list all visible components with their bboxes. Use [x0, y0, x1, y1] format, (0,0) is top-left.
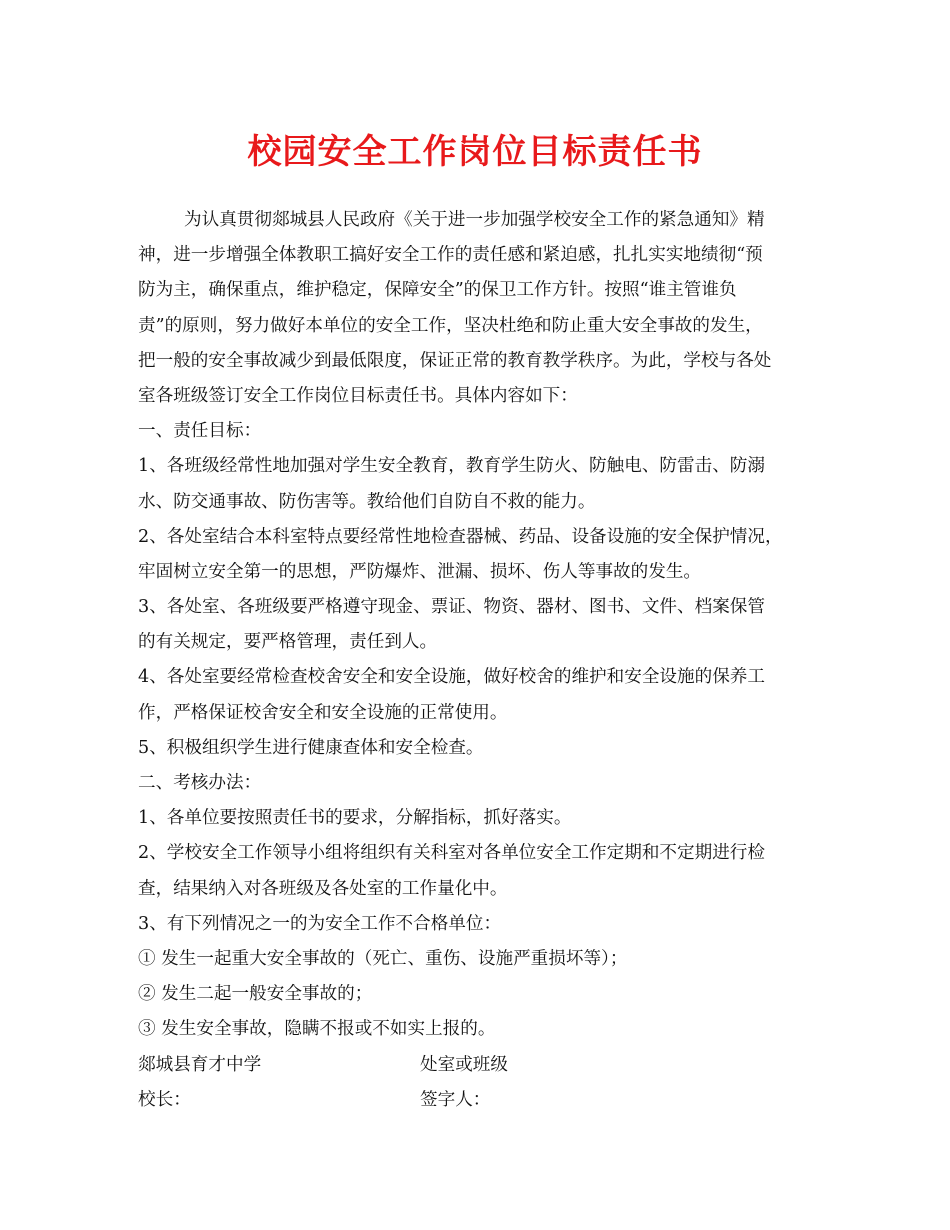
intro-line: 把一般的安全事故减少到最低限度，保证正常的教育教学秩序。为此，学校与各处 [138, 350, 772, 371]
assessment-line: 查，结果纳入对各班级及各处室的工作量化中。 [138, 878, 508, 899]
section-heading-assessment: 二、考核办法： [138, 773, 262, 793]
assessment-line: 3、有下列情况之一的为安全工作不合格单位： [138, 913, 502, 934]
intro-line: 室各班级签订安全工作岗位目标责任书。具体内容如下： [138, 385, 578, 406]
assessment-line: 2、学校安全工作领导小组将组织有关科室对各单位安全工作定期和不定期进行检 [138, 843, 765, 864]
principal-label: 校长： [138, 1089, 191, 1110]
document-title: 校园安全工作岗位目标责任书 [247, 132, 703, 172]
assessment-line: ② 发生二起一般安全事故的； [138, 984, 373, 1005]
assessment-line: ① 发生一起重大安全事故的（死亡、重伤、设施严重损坏等）； [138, 948, 628, 969]
signer-label: 签字人： [420, 1089, 491, 1110]
school-name: 郯城县育才中学 [138, 1054, 262, 1075]
responsibility-line: 水、防交通事故、防伤害等。教给他们自防自不救的能力。 [138, 491, 596, 512]
signature-sign-row [138, 1083, 814, 1118]
section-heading-responsibility: 一、责任目标： [138, 421, 262, 442]
responsibility-line: 1、各班级经常性地加强对学生安全教育，教育学生防火、防触电、防雷击、防溺 [138, 456, 765, 477]
intro-line: 责”的原则，努力做好本单位的安全工作，坚决杜绝和防止重大安全事故的发生， [138, 315, 763, 336]
responsibility-line: 的有关规定，要严格管理，责任到人。 [138, 632, 438, 653]
responsibility-line: 2、各处室结合本科室特点要经常性地检查器械、药品、设备设施的安全保护情况， [138, 526, 783, 547]
intro-line: 防为主，确保重点，维护稳定，保障安全”的保卫工作方针。按照“谁主管谁负 [138, 280, 737, 301]
signature-org-row [138, 1048, 814, 1083]
responsibility-line: 作，严格保证校舍安全和安全设施的正常使用。 [138, 702, 508, 723]
responsibility-line: 3、各处室、各班级要严格遵守现金、票证、物资、器材、图书、文件、档案保管 [138, 597, 765, 618]
responsibility-line: 牢固树立安全第一的思想，严防爆炸、泄漏、损坏、伤人等事故的发生。 [138, 561, 702, 582]
assessment-line: 1、各单位要按照责任书的要求，分解指标，抓好落实。 [138, 808, 572, 829]
intro-line: 为认真贯彻郯城县人民政府《关于进一步加强学校安全工作的紧急通知》精 [184, 210, 765, 230]
intro-line: 神，进一步增强全体教职工搞好安全工作的责任感和紧迫感，扎扎实实地绩彻“预 [138, 245, 763, 266]
responsibility-line: 4、各处室要经常检查校舍安全和安全设施，做好校舍的维护和安全设施的保养工 [138, 667, 765, 688]
responsibility-line: 5、积极组织学生进行健康查体和安全检查。 [138, 737, 484, 758]
assessment-line: ③ 发生安全事故，隐瞒不报或不如实上报的。 [138, 1019, 496, 1040]
document-body [138, 203, 814, 1118]
department-label: 处室或班级 [420, 1054, 508, 1075]
